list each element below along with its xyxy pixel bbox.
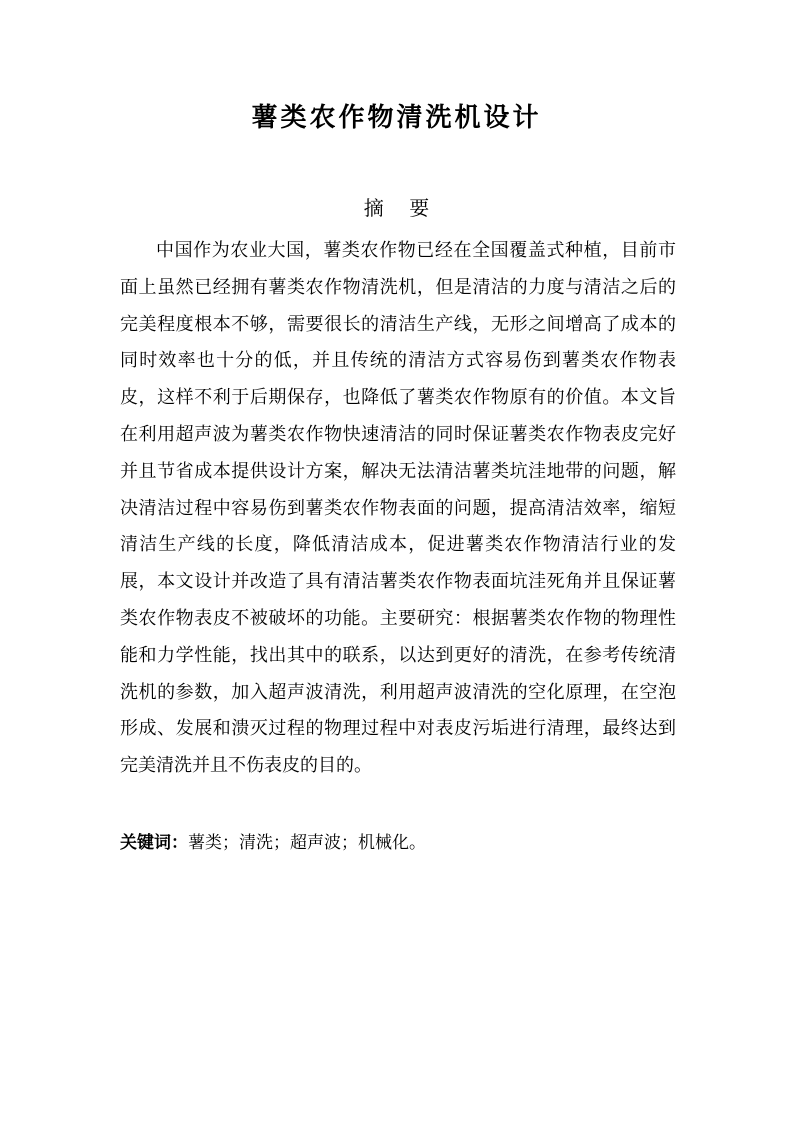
abstract-body: 中国作为农业大国，薯类农作物已经在全国覆盖式种植，目前市面上虽然已经拥有薯类农作物清洗机，但是清洁的力度与清洁之后的完美程度根本不够，需要很长的清洁生产线，无形之间增高了成本的同时效率也十分的低，并且传统的清洁方式容易伤到薯类农作物表皮，这样不利于后期保存，也降低了薯类农作物原有的价值。本文旨在利用超声波为薯类农作物快速清洁的同时保证薯类农作物表皮完好并且节省成本提供设计方案，解决无法清洁薯类坑洼地带的问题，解决清洁过程中容易伤到薯类农作物表面的问题，提高清洁效率，缩短清洁生产线的长度，降低清洁成本，促进薯类农作物清洁行业的发展，本文设计并改造了具有清洁薯类农作物表面坑洼死角并且保证薯类农作物表皮不被破坏的功能。主要研究：根据薯类农作物的物理性能和力学性能，找出其中的联系，以达到更好的清洗，在参考传统清洗机的参数，加入超声波清洗，利用超声波清洗的空化原理，在空泡形成、发展和溃灭过程的物理过程中对表皮污垢进行清理，最终达到完美清洗并且不伤表皮的目的。 [120,240,676,777]
keywords-line [120,829,676,857]
abstract-heading-text: 摘 要 [363,196,430,220]
keywords-label: 关键词： [120,833,188,853]
document-title: 薯类农作物清洗机设计 [251,103,542,133]
keywords-value: 薯类；清洗；超声波；机械化。 [188,833,426,853]
abstract-heading [0,193,793,223]
